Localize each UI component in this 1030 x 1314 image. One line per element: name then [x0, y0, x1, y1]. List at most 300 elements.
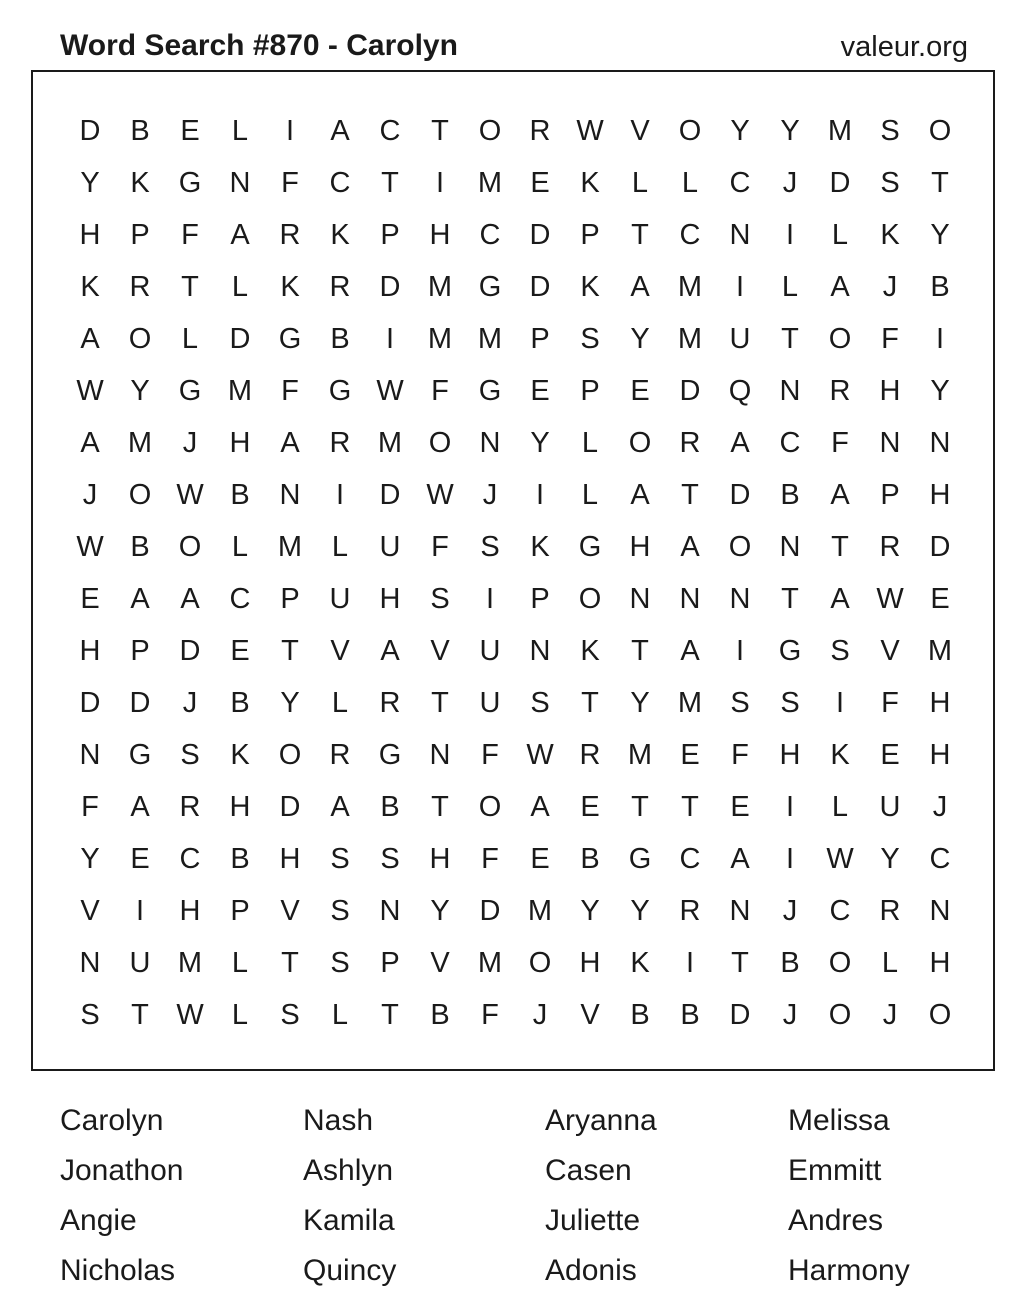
grid-cell[interactable]: I — [835, 687, 845, 719]
grid-cell[interactable]: O — [628, 427, 652, 459]
grid-cell[interactable]: A — [130, 583, 150, 615]
grid-cell[interactable]: P — [380, 219, 400, 251]
grid-cell[interactable]: N — [429, 739, 451, 771]
grid-cell[interactable]: T — [381, 167, 399, 199]
grid-cell[interactable]: A — [680, 531, 700, 563]
grid-cell[interactable]: L — [831, 219, 849, 251]
grid-cell[interactable]: E — [880, 739, 900, 771]
grid-cell[interactable]: I — [685, 947, 695, 979]
grid-cell[interactable]: M — [477, 947, 503, 979]
grid-cell[interactable]: M — [827, 115, 853, 147]
grid-cell[interactable]: K — [230, 739, 250, 771]
grid-cell[interactable]: H — [929, 947, 951, 979]
grid-cell[interactable]: D — [79, 115, 101, 147]
grid-cell[interactable]: R — [329, 271, 351, 303]
grid-cell[interactable]: N — [379, 895, 401, 927]
grid-cell[interactable]: G — [178, 167, 202, 199]
grid-cell[interactable]: Y — [930, 375, 950, 407]
grid-cell[interactable]: K — [880, 219, 900, 251]
grid-cell[interactable]: O — [178, 531, 202, 563]
grid-cell[interactable]: H — [429, 843, 451, 875]
grid-cell[interactable]: T — [681, 479, 699, 511]
grid-cell[interactable]: V — [880, 635, 900, 667]
grid-cell[interactable]: D — [729, 999, 751, 1031]
grid-cell[interactable]: T — [781, 323, 799, 355]
grid-cell[interactable]: R — [879, 531, 901, 563]
grid-cell[interactable]: R — [179, 791, 201, 823]
grid-cell[interactable]: R — [329, 427, 351, 459]
grid-cell[interactable]: A — [280, 427, 300, 459]
grid-cell[interactable]: T — [431, 687, 449, 719]
grid-cell[interactable]: L — [231, 947, 249, 979]
grid-cell[interactable]: N — [79, 739, 101, 771]
grid-cell[interactable]: M — [627, 739, 653, 771]
grid-cell[interactable]: Q — [728, 375, 752, 407]
grid-cell[interactable]: W — [526, 739, 554, 771]
grid-cell[interactable]: A — [680, 635, 700, 667]
grid-cell[interactable]: N — [729, 219, 751, 251]
grid-cell[interactable]: G — [378, 739, 402, 771]
grid-cell[interactable]: W — [826, 843, 854, 875]
grid-cell[interactable]: B — [630, 999, 650, 1031]
grid-cell[interactable]: A — [330, 115, 350, 147]
grid-cell[interactable]: A — [380, 635, 400, 667]
grid-cell[interactable]: D — [379, 271, 401, 303]
grid-cell[interactable]: L — [581, 479, 599, 511]
grid-cell[interactable]: I — [735, 635, 745, 667]
grid-cell[interactable]: T — [631, 791, 649, 823]
grid-cell[interactable]: T — [781, 583, 799, 615]
grid-cell[interactable]: B — [130, 531, 150, 563]
grid-cell[interactable]: L — [231, 115, 249, 147]
grid-cell[interactable]: I — [435, 167, 445, 199]
grid-cell[interactable]: N — [779, 531, 801, 563]
grid-cell[interactable]: F — [831, 427, 849, 459]
grid-cell[interactable]: G — [478, 271, 502, 303]
grid-cell[interactable]: C — [929, 843, 951, 875]
grid-cell[interactable]: H — [879, 375, 901, 407]
grid-cell[interactable]: W — [176, 479, 204, 511]
grid-cell[interactable]: T — [581, 687, 599, 719]
grid-cell[interactable]: O — [828, 323, 852, 355]
grid-cell[interactable]: O — [528, 947, 552, 979]
grid-cell[interactable]: G — [278, 323, 302, 355]
grid-cell[interactable]: I — [735, 271, 745, 303]
grid-cell[interactable]: B — [380, 791, 400, 823]
grid-cell[interactable]: I — [935, 323, 945, 355]
grid-cell[interactable]: O — [428, 427, 452, 459]
grid-cell[interactable]: K — [530, 531, 550, 563]
grid-cell[interactable]: S — [880, 115, 900, 147]
grid-cell[interactable]: A — [730, 843, 750, 875]
grid-cell[interactable]: H — [929, 687, 951, 719]
grid-cell[interactable]: O — [728, 531, 752, 563]
grid-cell[interactable]: S — [280, 999, 300, 1031]
grid-cell[interactable]: M — [227, 375, 253, 407]
grid-cell[interactable]: H — [579, 947, 601, 979]
grid-cell[interactable]: A — [630, 271, 650, 303]
grid-cell[interactable]: N — [529, 635, 551, 667]
grid-cell[interactable]: T — [931, 167, 949, 199]
grid-cell[interactable]: J — [482, 479, 498, 511]
grid-cell[interactable]: M — [677, 687, 703, 719]
grid-cell[interactable]: T — [731, 947, 749, 979]
grid-cell[interactable]: N — [929, 427, 951, 459]
grid-cell[interactable]: M — [677, 271, 703, 303]
grid-cell[interactable]: T — [381, 999, 399, 1031]
grid-cell[interactable]: A — [230, 219, 250, 251]
grid-cell[interactable]: J — [782, 167, 798, 199]
grid-cell[interactable]: J — [182, 687, 198, 719]
grid-cell[interactable]: K — [580, 271, 600, 303]
grid-cell[interactable]: S — [730, 687, 750, 719]
grid-cell[interactable]: C — [479, 219, 501, 251]
grid-cell[interactable]: C — [779, 427, 801, 459]
grid-cell[interactable]: J — [82, 479, 98, 511]
grid-cell[interactable]: J — [882, 271, 898, 303]
grid-cell[interactable]: C — [829, 895, 851, 927]
grid-cell[interactable]: Y — [730, 115, 750, 147]
grid-cell[interactable]: D — [679, 375, 701, 407]
grid-cell[interactable]: A — [730, 427, 750, 459]
grid-cell[interactable]: S — [330, 843, 350, 875]
grid-cell[interactable]: R — [379, 687, 401, 719]
grid-cell[interactable]: F — [281, 375, 299, 407]
grid-cell[interactable]: T — [281, 947, 299, 979]
grid-cell[interactable]: H — [779, 739, 801, 771]
grid-cell[interactable]: B — [230, 687, 250, 719]
grid-cell[interactable]: U — [379, 531, 401, 563]
grid-cell[interactable]: A — [630, 479, 650, 511]
grid-cell[interactable]: T — [431, 791, 449, 823]
grid-cell[interactable]: J — [532, 999, 548, 1031]
grid-cell[interactable]: G — [628, 843, 652, 875]
grid-cell[interactable]: E — [530, 843, 550, 875]
grid-cell[interactable]: V — [630, 115, 650, 147]
grid-cell[interactable]: P — [530, 583, 550, 615]
grid-cell[interactable]: H — [179, 895, 201, 927]
grid-cell[interactable]: D — [129, 687, 151, 719]
grid-cell[interactable]: Y — [530, 427, 550, 459]
grid-cell[interactable]: D — [279, 791, 301, 823]
grid-cell[interactable]: N — [629, 583, 651, 615]
grid-cell[interactable]: F — [181, 219, 199, 251]
grid-cell[interactable]: A — [80, 323, 100, 355]
grid-cell[interactable]: L — [331, 531, 349, 563]
grid-cell[interactable]: O — [678, 115, 702, 147]
grid-cell[interactable]: E — [180, 115, 200, 147]
grid-cell[interactable]: I — [335, 479, 345, 511]
grid-cell[interactable]: S — [430, 583, 450, 615]
grid-cell[interactable]: O — [128, 479, 152, 511]
grid-cell[interactable]: I — [385, 323, 395, 355]
grid-cell[interactable]: C — [229, 583, 251, 615]
grid-cell[interactable]: M — [177, 947, 203, 979]
grid-cell[interactable]: M — [427, 323, 453, 355]
grid-cell[interactable]: K — [130, 167, 150, 199]
grid-cell[interactable]: N — [929, 895, 951, 927]
grid-cell[interactable]: Y — [280, 687, 300, 719]
grid-cell[interactable]: B — [230, 479, 250, 511]
grid-cell[interactable]: M — [127, 427, 153, 459]
grid-cell[interactable]: B — [130, 115, 150, 147]
grid-cell[interactable]: C — [179, 843, 201, 875]
grid-cell[interactable]: H — [429, 219, 451, 251]
grid-cell[interactable]: W — [576, 115, 604, 147]
grid-cell[interactable]: O — [128, 323, 152, 355]
grid-cell[interactable]: V — [580, 999, 600, 1031]
grid-cell[interactable]: L — [231, 271, 249, 303]
grid-cell[interactable]: D — [729, 479, 751, 511]
grid-cell[interactable]: M — [277, 531, 303, 563]
grid-cell[interactable]: O — [828, 999, 852, 1031]
grid-cell[interactable]: S — [780, 687, 800, 719]
grid-cell[interactable]: O — [928, 999, 952, 1031]
grid-cell[interactable]: M — [477, 323, 503, 355]
grid-cell[interactable]: R — [829, 375, 851, 407]
grid-cell[interactable]: P — [130, 635, 150, 667]
grid-cell[interactable]: N — [779, 375, 801, 407]
grid-cell[interactable]: F — [481, 999, 499, 1031]
grid-cell[interactable]: F — [881, 323, 899, 355]
grid-cell[interactable]: L — [181, 323, 199, 355]
grid-cell[interactable]: T — [631, 635, 649, 667]
grid-cell[interactable]: B — [930, 271, 950, 303]
grid-cell[interactable]: A — [830, 479, 850, 511]
grid-cell[interactable]: Y — [630, 895, 650, 927]
grid-cell[interactable]: A — [830, 583, 850, 615]
grid-cell[interactable]: V — [430, 635, 450, 667]
grid-cell[interactable]: F — [431, 531, 449, 563]
grid-cell[interactable]: W — [176, 999, 204, 1031]
grid-cell[interactable]: D — [479, 895, 501, 927]
grid-cell[interactable]: C — [729, 167, 751, 199]
grid-cell[interactable]: D — [229, 323, 251, 355]
grid-cell[interactable]: P — [380, 947, 400, 979]
grid-cell[interactable]: R — [529, 115, 551, 147]
grid-cell[interactable]: P — [230, 895, 250, 927]
grid-cell[interactable]: S — [330, 895, 350, 927]
grid-cell[interactable]: W — [426, 479, 454, 511]
grid-cell[interactable]: H — [229, 427, 251, 459]
grid-cell[interactable]: Y — [880, 843, 900, 875]
grid-cell[interactable]: N — [79, 947, 101, 979]
grid-cell[interactable]: O — [828, 947, 852, 979]
grid-cell[interactable]: J — [932, 791, 948, 823]
grid-cell[interactable]: K — [580, 635, 600, 667]
grid-cell[interactable]: P — [280, 583, 300, 615]
grid-cell[interactable]: D — [79, 687, 101, 719]
grid-cell[interactable]: T — [281, 635, 299, 667]
grid-cell[interactable]: A — [80, 427, 100, 459]
grid-cell[interactable]: B — [780, 479, 800, 511]
grid-cell[interactable]: R — [329, 739, 351, 771]
grid-cell[interactable]: F — [481, 739, 499, 771]
grid-cell[interactable]: C — [379, 115, 401, 147]
grid-cell[interactable]: E — [530, 375, 550, 407]
grid-cell[interactable]: S — [830, 635, 850, 667]
grid-cell[interactable]: A — [130, 791, 150, 823]
grid-cell[interactable]: W — [76, 531, 104, 563]
grid-cell[interactable]: V — [330, 635, 350, 667]
grid-cell[interactable]: Y — [630, 687, 650, 719]
grid-cell[interactable]: E — [80, 583, 100, 615]
grid-cell[interactable]: S — [480, 531, 500, 563]
grid-cell[interactable]: H — [379, 583, 401, 615]
grid-cell[interactable]: E — [130, 843, 150, 875]
grid-cell[interactable]: A — [330, 791, 350, 823]
grid-cell[interactable]: V — [280, 895, 300, 927]
grid-cell[interactable]: H — [79, 635, 101, 667]
grid-cell[interactable]: B — [430, 999, 450, 1031]
grid-cell[interactable]: R — [279, 219, 301, 251]
grid-cell[interactable]: Y — [630, 323, 650, 355]
grid-cell[interactable]: P — [580, 219, 600, 251]
grid-cell[interactable]: M — [377, 427, 403, 459]
grid-cell[interactable]: F — [431, 375, 449, 407]
grid-cell[interactable]: B — [580, 843, 600, 875]
grid-cell[interactable]: O — [278, 739, 302, 771]
grid-cell[interactable]: M — [427, 271, 453, 303]
grid-cell[interactable]: S — [380, 843, 400, 875]
grid-cell[interactable]: D — [529, 271, 551, 303]
grid-cell[interactable]: I — [785, 791, 795, 823]
grid-cell[interactable]: V — [430, 947, 450, 979]
grid-cell[interactable]: Y — [580, 895, 600, 927]
grid-cell[interactable]: L — [231, 999, 249, 1031]
grid-cell[interactable]: Y — [80, 167, 100, 199]
grid-cell[interactable]: R — [129, 271, 151, 303]
grid-cell[interactable]: B — [330, 323, 350, 355]
grid-cell[interactable]: E — [730, 791, 750, 823]
grid-cell[interactable]: F — [881, 687, 899, 719]
grid-cell[interactable]: T — [681, 791, 699, 823]
grid-cell[interactable]: L — [881, 947, 899, 979]
grid-cell[interactable]: K — [580, 167, 600, 199]
grid-cell[interactable]: L — [581, 427, 599, 459]
grid-cell[interactable]: K — [830, 739, 850, 771]
grid-cell[interactable]: N — [729, 895, 751, 927]
grid-cell[interactable]: L — [781, 271, 799, 303]
grid-cell[interactable]: F — [81, 791, 99, 823]
grid-cell[interactable]: H — [279, 843, 301, 875]
grid-cell[interactable]: N — [679, 583, 701, 615]
grid-cell[interactable]: I — [785, 219, 795, 251]
grid-cell[interactable]: R — [879, 895, 901, 927]
grid-cell[interactable]: T — [631, 219, 649, 251]
grid-cell[interactable]: Y — [780, 115, 800, 147]
grid-cell[interactable]: O — [478, 115, 502, 147]
grid-cell[interactable]: C — [679, 219, 701, 251]
grid-cell[interactable]: H — [929, 479, 951, 511]
grid-cell[interactable]: M — [677, 323, 703, 355]
grid-cell[interactable]: K — [80, 271, 100, 303]
grid-cell[interactable]: T — [181, 271, 199, 303]
grid-cell[interactable]: N — [479, 427, 501, 459]
grid-cell[interactable]: V — [80, 895, 100, 927]
grid-cell[interactable]: I — [285, 115, 295, 147]
grid-cell[interactable]: G — [478, 375, 502, 407]
grid-cell[interactable]: A — [830, 271, 850, 303]
grid-cell[interactable]: S — [180, 739, 200, 771]
grid-cell[interactable]: C — [679, 843, 701, 875]
grid-cell[interactable]: H — [929, 739, 951, 771]
grid-cell[interactable]: W — [876, 583, 904, 615]
grid-cell[interactable]: U — [879, 791, 901, 823]
grid-cell[interactable]: I — [135, 895, 145, 927]
grid-cell[interactable]: W — [376, 375, 404, 407]
grid-cell[interactable]: G — [178, 375, 202, 407]
grid-cell[interactable]: S — [80, 999, 100, 1031]
grid-cell[interactable]: P — [130, 219, 150, 251]
grid-cell[interactable]: D — [379, 479, 401, 511]
grid-cell[interactable]: Y — [80, 843, 100, 875]
grid-cell[interactable]: O — [578, 583, 602, 615]
grid-cell[interactable]: I — [535, 479, 545, 511]
grid-cell[interactable]: I — [485, 583, 495, 615]
grid-cell[interactable]: D — [179, 635, 201, 667]
grid-cell[interactable]: P — [880, 479, 900, 511]
grid-cell[interactable]: A — [180, 583, 200, 615]
grid-cell[interactable]: T — [431, 115, 449, 147]
grid-cell[interactable]: J — [182, 427, 198, 459]
grid-cell[interactable]: N — [729, 583, 751, 615]
grid-cell[interactable]: G — [578, 531, 602, 563]
grid-cell[interactable]: E — [630, 375, 650, 407]
grid-cell[interactable]: Y — [930, 219, 950, 251]
grid-cell[interactable]: L — [231, 531, 249, 563]
grid-cell[interactable]: Y — [430, 895, 450, 927]
grid-cell[interactable]: E — [530, 167, 550, 199]
grid-cell[interactable]: B — [780, 947, 800, 979]
grid-cell[interactable]: E — [580, 791, 600, 823]
grid-cell[interactable]: L — [681, 167, 699, 199]
grid-cell[interactable]: O — [478, 791, 502, 823]
grid-cell[interactable]: I — [785, 843, 795, 875]
grid-cell[interactable]: P — [530, 323, 550, 355]
grid-cell[interactable]: K — [330, 219, 350, 251]
grid-cell[interactable]: R — [679, 895, 701, 927]
grid-cell[interactable]: N — [879, 427, 901, 459]
grid-cell[interactable]: T — [131, 999, 149, 1031]
grid-cell[interactable]: N — [279, 479, 301, 511]
grid-cell[interactable]: M — [477, 167, 503, 199]
grid-cell[interactable]: U — [329, 583, 351, 615]
grid-cell[interactable]: O — [928, 115, 952, 147]
grid-cell[interactable]: F — [731, 739, 749, 771]
grid-cell[interactable]: E — [680, 739, 700, 771]
grid-cell[interactable]: L — [631, 167, 649, 199]
grid-cell[interactable]: U — [129, 947, 151, 979]
grid-cell[interactable]: S — [530, 687, 550, 719]
grid-cell[interactable]: S — [580, 323, 600, 355]
grid-cell[interactable]: T — [831, 531, 849, 563]
grid-cell[interactable]: N — [229, 167, 251, 199]
grid-cell[interactable]: G — [128, 739, 152, 771]
grid-cell[interactable]: S — [330, 947, 350, 979]
grid-cell[interactable]: C — [329, 167, 351, 199]
grid-cell[interactable]: A — [530, 791, 550, 823]
grid-cell[interactable]: B — [230, 843, 250, 875]
grid-cell[interactable]: R — [679, 427, 701, 459]
grid-cell[interactable]: J — [782, 999, 798, 1031]
grid-cell[interactable]: G — [328, 375, 352, 407]
grid-cell[interactable]: D — [829, 167, 851, 199]
grid-cell[interactable]: M — [527, 895, 553, 927]
grid-cell[interactable]: U — [729, 323, 751, 355]
grid-cell[interactable]: R — [579, 739, 601, 771]
grid-cell[interactable]: K — [630, 947, 650, 979]
